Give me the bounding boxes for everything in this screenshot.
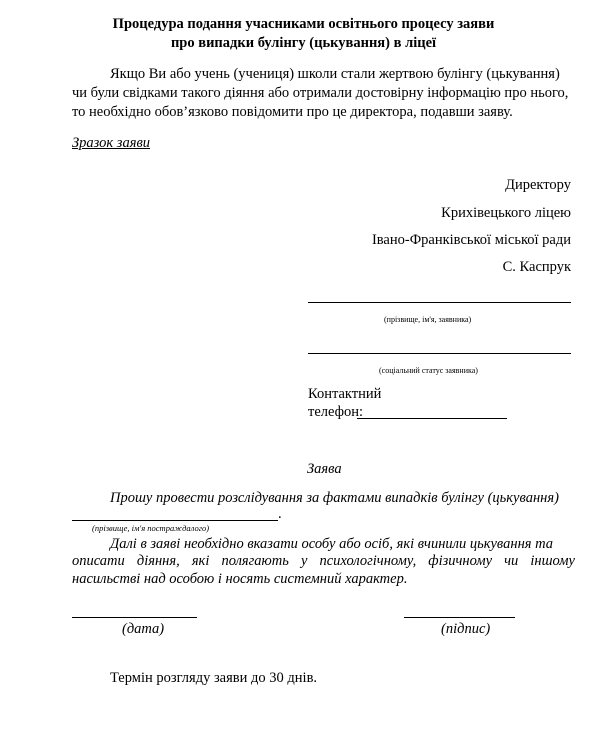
applicant-status-line <box>308 353 571 354</box>
note-word: діяння, <box>136 553 180 569</box>
applicant-name-caption: (прізвище, ім'я, заявника) <box>384 315 472 324</box>
applicant-status-caption: (соціальний статус заявника) <box>379 366 478 375</box>
note-word: чи <box>504 553 519 569</box>
statement-heading: Заява <box>307 461 342 477</box>
intro-line3: то необхідно обов’язково повідомити про це директора, подавши заяву. <box>72 104 513 120</box>
note-word: у <box>300 553 308 569</box>
phone-line <box>357 418 507 419</box>
intro-line1: Якщо Ви або учень (учениця) школи стали жертвою булінгу (цькування) <box>110 66 560 82</box>
note-word: полягають <box>221 553 289 569</box>
victim-line-dot: . <box>278 506 282 522</box>
signature-label: (підпис) <box>441 621 491 637</box>
note-word: фізичному <box>428 553 493 569</box>
date-line <box>72 617 197 618</box>
document-title-line2: про випадки булінгу (цькування) в ліцеї <box>170 35 437 51</box>
note-word: психологічному, <box>319 553 417 569</box>
victim-caption: (прізвище, ім'я постраждалого) <box>92 523 210 533</box>
intro-line2: чи були свідками такого діяння або отримали достовірну інформацію про нього, <box>72 85 569 101</box>
note-line1: Далі в заяві необхідно вказати особу або осіб, які вчинили цькування та <box>110 536 554 552</box>
date-label: (дата) <box>122 621 165 637</box>
review-term: Термін розгляду заяви до 30 днів. <box>110 670 318 686</box>
note-word: іншому <box>530 553 575 569</box>
statement-request: Прошу провести розслідування за фактами випадків булінгу (цькування) <box>110 490 559 506</box>
addressee-title: Директору <box>505 177 571 193</box>
signature-line <box>404 617 515 618</box>
note-line3: насильстві над особою і носять системний характер. <box>72 571 408 587</box>
note-line2 <box>72 553 575 570</box>
sample-label: Зразок заяви <box>72 135 150 151</box>
contact-label: Контактний <box>308 386 382 402</box>
addressee-council: Івано-Франківської міської ради <box>371 232 571 248</box>
phone-label: телефон: <box>308 404 364 420</box>
document-title-line1: Процедура подання учасниками освітнього процесу заяви <box>112 16 495 32</box>
note-word: описати <box>72 553 125 569</box>
applicant-name-line <box>308 302 571 303</box>
note-word: які <box>191 553 210 569</box>
addressee-school: Крихівецького ліцею <box>441 205 571 221</box>
victim-name-line <box>72 520 278 521</box>
addressee-name: С. Каспрук <box>502 259 571 275</box>
